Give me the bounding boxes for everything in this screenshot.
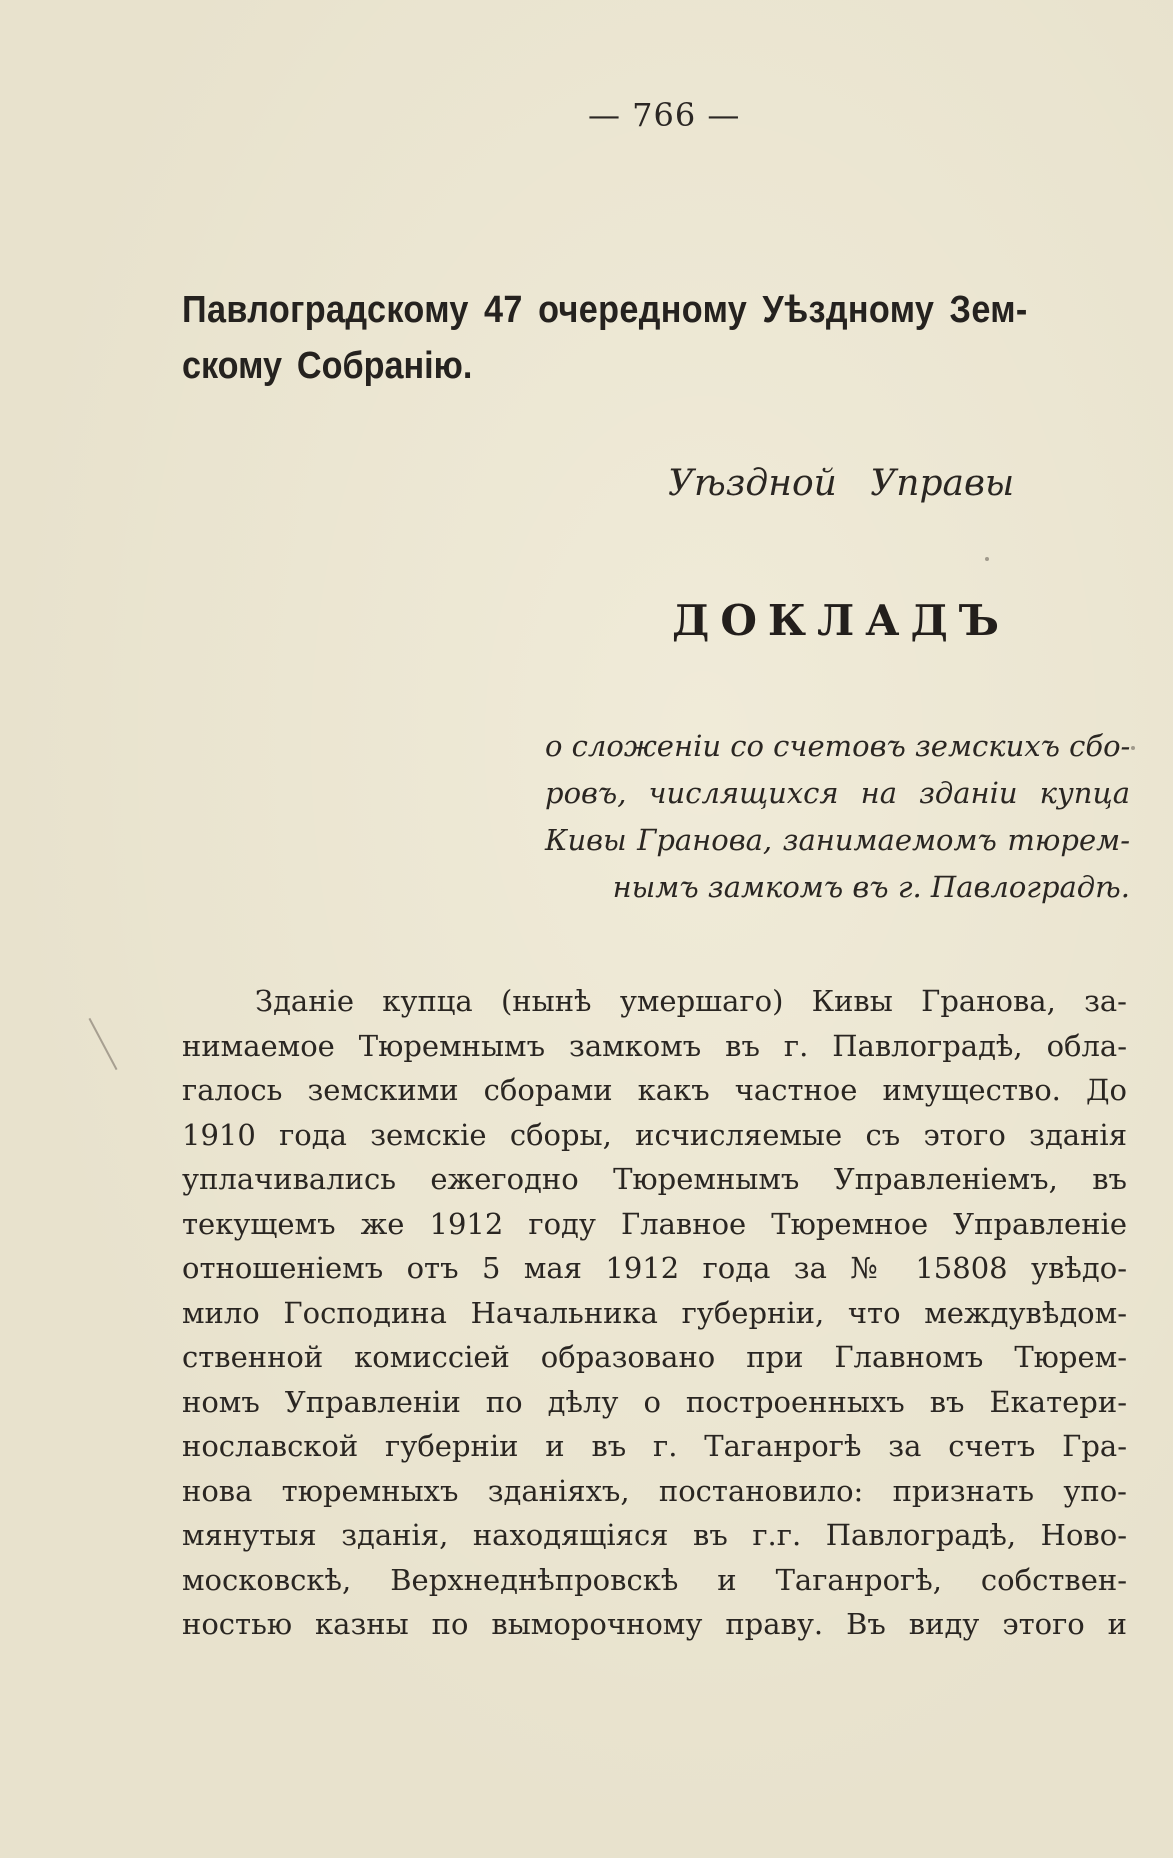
body-line: нославской губерніи и въ г. Таганрогѣ за счетъ Гра-: [182, 1429, 1127, 1463]
body-line: ностью казны по выморочному праву. Въ виду этого и: [182, 1607, 1127, 1641]
body-line: мянутыя зданія, находящіяся въ г.г. Павлоградѣ, Ново-: [182, 1518, 1127, 1552]
body-line: нова тюремныхъ зданіяхъ, постановило: признать упо-: [182, 1473, 1127, 1508]
ink-speck: [985, 557, 989, 561]
addressee-heading: [182, 282, 1033, 394]
heading-line: Павлоградскому 47 очередному Уѣздному Зем-: [182, 289, 1028, 331]
margin-pencil-mark: [89, 1018, 118, 1070]
topic-line: о сложеніи со счетовъ земскихъ сбо-: [545, 729, 1131, 763]
body-line: нимаемое Тюремнымъ замкомъ въ г. Павлоградѣ, обла-: [182, 1028, 1127, 1063]
body-line: уплачивались ежегодно Тюремнымъ Управленіемъ, въ: [182, 1162, 1127, 1196]
heading-line: скому Собранію.: [182, 345, 473, 387]
body-line: галось земскими сборами какъ частное имущество. До: [182, 1073, 1127, 1107]
report-topic: [545, 723, 1130, 911]
body-line: отношеніемъ отъ 5 мая 1912 года за № 15808 увѣдо-: [182, 1251, 1127, 1285]
body-line: 1910 года земскіе сборы, исчисляемые съ этого зданія: [182, 1117, 1127, 1152]
ink-speck: [1131, 746, 1135, 750]
document-title: ДОКЛАДЪ: [672, 596, 1011, 645]
topic-line: Кивы Гранова, занимаемомъ тюрем-: [545, 823, 1130, 857]
report-body: [182, 979, 1127, 1647]
body-line: мило Господина Начальника губерніи, что междувѣдом-: [182, 1295, 1127, 1330]
body-line: текущемъ же 1912 году Главное Тюремное Управленіе: [182, 1206, 1127, 1241]
body-line: московскѣ, Верхнеднѣпровскѣ и Таганрогѣ, собствен-: [182, 1562, 1127, 1597]
body-line: номъ Управленіи по дѣлу о построенныхъ въ Екатери-: [182, 1384, 1127, 1419]
topic-line: ровъ, числящихся на зданіи купца: [545, 776, 1130, 810]
body-line: Зданіе купца (нынѣ умершаго) Кивы Гранова, за-: [255, 984, 1127, 1018]
page-number: — 766 —: [588, 96, 741, 134]
topic-line: нымъ замкомъ въ г. Павлоградѣ.: [612, 870, 1130, 904]
issuer-subheading: Уѣздной Управы: [668, 463, 1015, 504]
body-line: ственной комиссіей образовано при Главномъ Тюрем-: [182, 1340, 1127, 1374]
